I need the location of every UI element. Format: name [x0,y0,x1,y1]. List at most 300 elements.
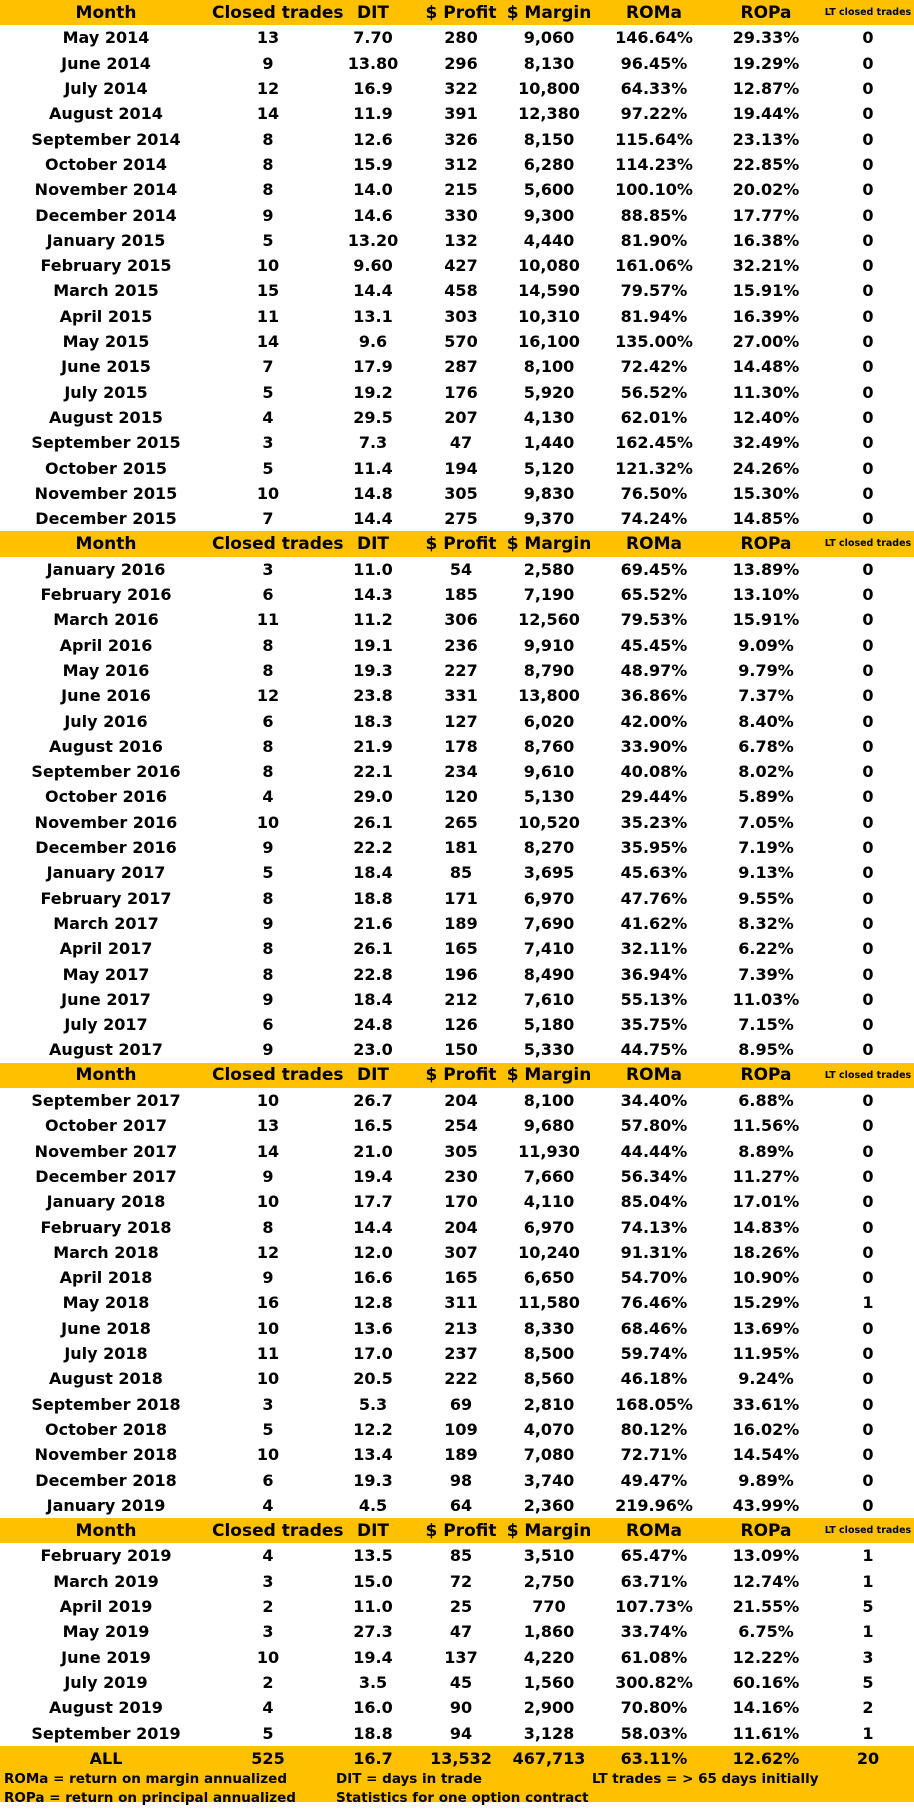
cell-roma: 107.73% [615,1597,693,1617]
cell-margin: 8,100 [523,357,575,377]
cell-profit: 132 [444,230,478,250]
cell-month: July 2016 [64,711,148,731]
cell-profit: 176 [444,382,478,402]
cell-dit: 18.3 [353,711,393,731]
cell-roma: 47.76% [620,888,688,908]
cell-roma: 65.52% [620,585,688,605]
total-month: ALL [89,1748,123,1768]
cell-closed-trades: 14 [256,1141,280,1161]
cell-roma: 35.95% [620,838,688,858]
cell-margin: 2,750 [523,1571,575,1591]
cell-dit: 21.9 [353,736,393,756]
cell-closed-trades: 3 [262,559,274,579]
header-row [0,1063,914,1088]
cell-margin: 5,180 [523,1015,575,1035]
cell-dit: 19.1 [353,635,393,655]
header-roma: ROMa [626,1065,682,1086]
cell-month: July 2014 [64,79,148,99]
cell-roma: 65.47% [620,1546,688,1566]
cell-month: June 2015 [61,357,151,377]
table-row [0,784,914,809]
header-month: Month [75,1065,137,1086]
header-lt-closed-trades: LT closed trades [824,538,912,550]
cell-roma: 100.10% [615,180,693,200]
cell-ropa: 12.40% [732,407,800,427]
cell-month: March 2018 [53,1242,159,1262]
cell-ropa: 9.24% [738,1369,794,1389]
cell-closed-trades: 12 [256,1242,280,1262]
header-margin: $ Margin [506,1520,592,1541]
cell-ropa: 23.13% [732,129,800,149]
table-row [0,759,914,784]
cell-month: February 2019 [40,1546,172,1566]
cell-margin: 11,930 [518,1141,580,1161]
cell-closed-trades: 8 [262,888,274,908]
cell-month: September 2016 [31,762,181,782]
cell-roma: 56.52% [620,382,688,402]
cell-margin: 6,970 [523,1217,575,1237]
cell-closed-trades: 6 [262,711,274,731]
cell-dit: 11.4 [353,458,393,478]
cell-closed-trades: 6 [262,1015,274,1035]
cell-profit: 64 [449,1495,473,1515]
cell-closed-trades: 10 [256,1445,280,1465]
cell-ropa: 8.40% [738,711,794,731]
cell-profit: 237 [444,1344,478,1364]
cell-month: July 2015 [64,382,148,402]
cell-closed-trades: 9 [262,989,274,1009]
cell-roma: 64.33% [620,79,688,99]
cell-lt-closed-trades: 0 [862,787,874,807]
cell-dit: 21.6 [353,913,393,933]
cell-closed-trades: 8 [262,154,274,174]
cell-ropa: 8.95% [738,1040,794,1060]
table-row [0,1265,914,1290]
cell-profit: 69 [449,1394,473,1414]
cell-ropa: 24.26% [732,458,800,478]
cell-lt-closed-trades: 0 [862,230,874,250]
cell-month: August 2014 [49,104,163,124]
cell-closed-trades: 5 [262,863,274,883]
table-row [0,1442,914,1467]
cell-closed-trades: 8 [262,964,274,984]
cell-dit: 16.0 [353,1698,393,1718]
cell-month: December 2016 [35,838,177,858]
cell-lt-closed-trades: 0 [862,382,874,402]
table-row [0,253,914,278]
cell-roma: 46.18% [620,1369,688,1389]
cell-lt-closed-trades: 1 [862,1571,874,1591]
cell-lt-closed-trades: 0 [862,939,874,959]
cell-ropa: 16.38% [732,230,800,250]
cell-lt-closed-trades: 0 [862,711,874,731]
cell-month: September 2018 [31,1394,181,1414]
cell-lt-closed-trades: 0 [862,104,874,124]
cell-roma: 74.24% [620,509,688,529]
cell-closed-trades: 12 [256,79,280,99]
cell-closed-trades: 9 [262,838,274,858]
cell-roma: 74.13% [620,1217,688,1237]
cell-profit: 120 [444,787,478,807]
cell-month: March 2016 [53,610,159,630]
header-margin: $ Margin [506,2,592,23]
header-lt-closed-trades: LT closed trades [824,1069,912,1081]
cell-profit: 322 [444,79,478,99]
cell-ropa: 22.85% [732,154,800,174]
cell-month: January 2017 [46,863,166,883]
cell-lt-closed-trades: 0 [862,610,874,630]
cell-month: March 2015 [53,281,159,301]
cell-margin: 1,560 [523,1672,575,1692]
cell-dit: 9.6 [358,332,388,352]
header-dit: DIT [356,533,390,554]
cell-profit: 127 [444,711,478,731]
table-row [0,1619,914,1644]
cell-closed-trades: 8 [262,939,274,959]
cell-margin: 8,270 [523,838,575,858]
cell-dit: 17.7 [353,1192,393,1212]
header-profit: $ Profit [425,533,497,554]
cell-lt-closed-trades: 0 [862,1091,874,1111]
cell-profit: 54 [449,559,473,579]
cell-month: December 2014 [35,205,177,225]
table-row [0,1164,914,1189]
table-row [0,708,914,733]
cell-ropa: 27.00% [732,332,800,352]
cell-profit: 391 [444,104,478,124]
cell-roma: 36.94% [620,964,688,984]
cell-profit: 311 [444,1293,478,1313]
cell-month: February 2017 [40,888,172,908]
header-ropa: ROPa [740,1520,792,1541]
table-row [0,1417,914,1442]
cell-closed-trades: 4 [262,1546,274,1566]
cell-lt-closed-trades: 0 [862,635,874,655]
cell-profit: 204 [444,1217,478,1237]
cell-profit: 303 [444,306,478,326]
cell-ropa: 14.83% [732,1217,800,1237]
cell-closed-trades: 6 [262,1470,274,1490]
cell-profit: 94 [449,1723,473,1743]
cell-lt-closed-trades: 0 [862,509,874,529]
table-row [0,1012,914,1037]
cell-margin: 9,610 [523,762,575,782]
table-row [0,354,914,379]
cell-ropa: 18.26% [732,1242,800,1262]
table-row [0,607,914,632]
total-ropa: 12.62% [732,1748,800,1768]
table-row [0,127,914,152]
cell-ropa: 9.13% [738,863,794,883]
cell-closed-trades: 7 [262,509,274,529]
table-row [0,1189,914,1214]
cell-roma: 79.57% [620,281,688,301]
table-row [0,1113,914,1138]
cell-ropa: 6.78% [738,736,794,756]
cell-closed-trades: 3 [262,433,274,453]
cell-dit: 14.4 [353,281,393,301]
table-row [0,329,914,354]
cell-profit: 47 [449,1622,473,1642]
cell-closed-trades: 10 [256,1091,280,1111]
cell-profit: 227 [444,660,478,680]
cell-closed-trades: 15 [256,281,280,301]
cell-month: September 2014 [31,129,181,149]
cell-ropa: 13.09% [732,1546,800,1566]
cell-dit: 15.9 [353,154,393,174]
cell-month: August 2016 [49,736,163,756]
cell-margin: 9,910 [523,635,575,655]
table-row [0,1366,914,1391]
cell-roma: 70.80% [620,1698,688,1718]
cell-ropa: 6.75% [738,1622,794,1642]
cell-lt-closed-trades: 0 [862,559,874,579]
cell-margin: 3,510 [523,1546,575,1566]
cell-closed-trades: 10 [256,256,280,276]
cell-ropa: 29.33% [732,28,800,48]
cell-margin: 8,790 [523,660,575,680]
cell-closed-trades: 16 [256,1293,280,1313]
cell-margin: 8,150 [523,129,575,149]
cell-roma: 121.32% [615,458,693,478]
cell-profit: 47 [449,433,473,453]
cell-ropa: 12.22% [732,1647,800,1667]
cell-month: June 2018 [61,1318,151,1338]
cell-closed-trades: 14 [256,332,280,352]
cell-ropa: 13.69% [732,1318,800,1338]
cell-margin: 5,600 [523,180,575,200]
cell-ropa: 8.32% [738,913,794,933]
header-lt-closed-trades: LT closed trades [824,7,912,19]
cell-roma: 161.06% [615,256,693,276]
cell-margin: 16,100 [518,332,580,352]
cell-margin: 4,070 [523,1419,575,1439]
cell-ropa: 15.91% [732,610,800,630]
cell-closed-trades: 9 [262,1166,274,1186]
cell-profit: 181 [444,838,478,858]
cell-dit: 29.5 [353,407,393,427]
cell-dit: 19.3 [353,660,393,680]
cell-lt-closed-trades: 2 [862,1698,874,1718]
cell-margin: 10,310 [518,306,580,326]
cell-dit: 23.8 [353,686,393,706]
cell-closed-trades: 9 [262,53,274,73]
cell-lt-closed-trades: 3 [862,1647,874,1667]
cell-margin: 6,020 [523,711,575,731]
cell-ropa: 14.54% [732,1445,800,1465]
cell-closed-trades: 4 [262,407,274,427]
cell-lt-closed-trades: 0 [862,585,874,605]
cell-roma: 72.42% [620,357,688,377]
cell-lt-closed-trades: 0 [862,1470,874,1490]
cell-margin: 7,610 [523,989,575,1009]
cell-month: January 2016 [46,559,166,579]
header-roma: ROMa [626,533,682,554]
cell-closed-trades: 10 [256,1647,280,1667]
table-row [0,304,914,329]
table-row [0,405,914,430]
cell-dit: 11.0 [353,559,393,579]
cell-margin: 3,128 [523,1723,575,1743]
cell-ropa: 9.89% [738,1470,794,1490]
cell-dit: 14.4 [353,1217,393,1237]
cell-lt-closed-trades: 0 [862,357,874,377]
cell-margin: 8,130 [523,53,575,73]
cell-month: April 2015 [59,306,153,326]
table-row [0,1569,914,1594]
cell-dit: 14.0 [353,180,393,200]
table-row [0,1670,914,1695]
cell-dit: 21.0 [353,1141,393,1161]
table-row [0,1290,914,1315]
cell-month: January 2018 [46,1192,166,1212]
cell-profit: 150 [444,1040,478,1060]
cell-profit: 178 [444,736,478,756]
cell-dit: 13.1 [353,306,393,326]
header-closed-trades: Closed trades [212,1520,344,1541]
cell-roma: 114.23% [615,154,693,174]
cell-roma: 63.71% [620,1571,688,1591]
cell-dit: 22.2 [353,838,393,858]
cell-dit: 20.5 [353,1369,393,1389]
cell-margin: 1,860 [523,1622,575,1642]
cell-lt-closed-trades: 1 [862,1293,874,1313]
cell-margin: 7,190 [523,585,575,605]
table-row [0,1037,914,1062]
cell-margin: 4,440 [523,230,575,250]
cell-dit: 9.60 [353,256,393,276]
cell-lt-closed-trades: 0 [862,1141,874,1161]
cell-month: February 2018 [40,1217,172,1237]
header-closed-trades: Closed trades [212,2,344,23]
cell-margin: 3,695 [523,863,575,883]
cell-month: June 2016 [61,686,151,706]
cell-lt-closed-trades: 0 [862,1166,874,1186]
cell-month: August 2018 [49,1369,163,1389]
cell-profit: 230 [444,1166,478,1186]
cell-margin: 9,060 [523,28,575,48]
cell-roma: 68.46% [620,1318,688,1338]
cell-ropa: 14.16% [732,1698,800,1718]
table-row [0,911,914,936]
cell-margin: 10,520 [518,812,580,832]
header-roma: ROMa [626,1520,682,1541]
cell-closed-trades: 9 [262,913,274,933]
cell-month: December 2018 [35,1470,177,1490]
cell-lt-closed-trades: 0 [862,1015,874,1035]
cell-roma: 56.34% [620,1166,688,1186]
cell-ropa: 15.29% [732,1293,800,1313]
total-margin: 467,713 [512,1748,586,1768]
cell-roma: 45.45% [620,635,688,655]
cell-closed-trades: 10 [256,483,280,503]
table-row [0,582,914,607]
cell-month: February 2015 [40,256,172,276]
cell-roma: 96.45% [620,53,688,73]
cell-roma: 88.85% [620,205,688,225]
cell-lt-closed-trades: 0 [862,1419,874,1439]
legend-ropa: ROPa = return on principal annualized [4,1789,296,1806]
cell-month: July 2019 [64,1672,148,1692]
cell-roma: 76.46% [620,1293,688,1313]
cell-roma: 168.05% [615,1394,693,1414]
table-row [0,1139,914,1164]
cell-closed-trades: 11 [256,1344,280,1364]
cell-dit: 17.9 [353,357,393,377]
cell-margin: 6,280 [523,154,575,174]
cell-month: September 2015 [31,433,181,453]
cell-lt-closed-trades: 1 [862,1723,874,1743]
cell-profit: 287 [444,357,478,377]
table-row [0,278,914,303]
legend-roma: ROMa = return on margin annualized [4,1770,287,1787]
table-row [0,506,914,531]
cell-profit: 254 [444,1116,478,1136]
cell-dit: 19.4 [353,1647,393,1667]
cell-profit: 90 [449,1698,473,1718]
cell-lt-closed-trades: 0 [862,28,874,48]
cell-dit: 19.4 [353,1166,393,1186]
cell-profit: 306 [444,610,478,630]
cell-profit: 331 [444,686,478,706]
table-row [0,51,914,76]
cell-month: September 2017 [31,1091,181,1111]
cell-closed-trades: 8 [262,180,274,200]
cell-closed-trades: 8 [262,635,274,655]
cell-month: October 2016 [44,787,168,807]
cell-margin: 9,300 [523,205,575,225]
cell-closed-trades: 5 [262,230,274,250]
cell-dit: 11.9 [353,104,393,124]
cell-roma: 162.45% [615,433,693,453]
table-row [0,1214,914,1239]
cell-dit: 13.5 [353,1546,393,1566]
cell-lt-closed-trades: 0 [862,812,874,832]
cell-ropa: 19.29% [732,53,800,73]
cell-month: September 2019 [31,1723,181,1743]
table-row [0,1316,914,1341]
cell-month: April 2017 [59,939,153,959]
table-row [0,835,914,860]
cell-ropa: 10.90% [732,1268,800,1288]
cell-margin: 6,970 [523,888,575,908]
cell-roma: 36.86% [620,686,688,706]
cell-closed-trades: 5 [262,1419,274,1439]
table-row [0,936,914,961]
cell-margin: 4,130 [523,407,575,427]
header-month: Month [75,1520,137,1541]
cell-lt-closed-trades: 0 [862,458,874,478]
cell-margin: 5,120 [523,458,575,478]
cell-lt-closed-trades: 0 [862,964,874,984]
cell-lt-closed-trades: 0 [862,1040,874,1060]
cell-closed-trades: 4 [262,787,274,807]
cell-month: November 2018 [34,1445,178,1465]
cell-dit: 16.9 [353,79,393,99]
cell-lt-closed-trades: 0 [862,1192,874,1212]
cell-lt-closed-trades: 0 [862,1495,874,1515]
cell-roma: 61.08% [620,1647,688,1667]
header-month: Month [75,2,137,23]
cell-lt-closed-trades: 0 [862,129,874,149]
cell-ropa: 33.61% [732,1394,800,1414]
cell-dit: 14.4 [353,509,393,529]
header-ropa: ROPa [740,533,792,554]
cell-month: February 2016 [40,585,172,605]
cell-month: January 2019 [46,1495,166,1515]
cell-closed-trades: 9 [262,205,274,225]
cell-ropa: 11.30% [732,382,800,402]
